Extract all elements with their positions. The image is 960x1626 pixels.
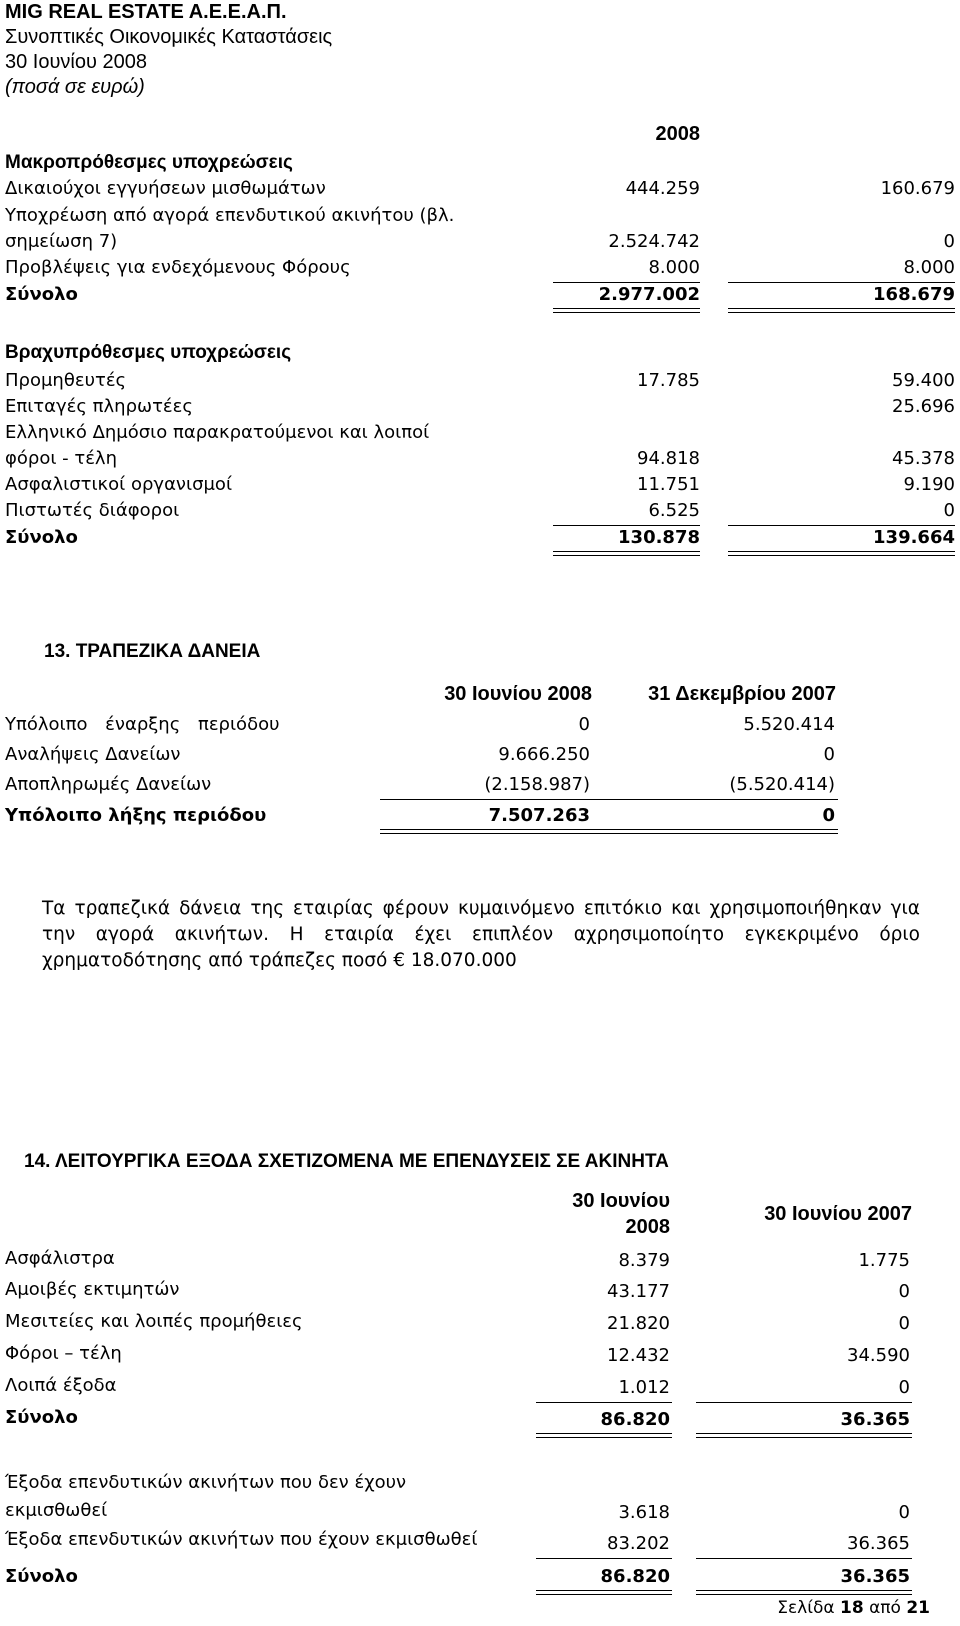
- double-underline: [553, 308, 700, 313]
- divider-line: [536, 1402, 672, 1403]
- divider-line: [536, 1558, 672, 1559]
- divider-line: [553, 525, 700, 526]
- double-underline: [536, 1590, 672, 1595]
- double-underline: [380, 829, 838, 834]
- company-name: MIG REAL ESTATE A.E.E.A.Π.: [5, 1, 287, 23]
- expenses-col1-header: 30 Ιουνίου 2008: [572, 1190, 670, 1238]
- liabilities-col-header: 2008: [655, 123, 700, 145]
- page-number: 18: [840, 1598, 864, 1618]
- document-header: [5, 0, 332, 100]
- loans-col1-header: 30 Ιουνίου 2008: [444, 683, 592, 705]
- divider-line: [380, 799, 838, 800]
- double-underline: [728, 551, 955, 556]
- report-date: 30 Ιουνίου 2008: [5, 51, 147, 73]
- divider-line: [553, 282, 700, 283]
- divider-line: [696, 1402, 912, 1403]
- divider-line: [728, 525, 955, 526]
- divider-line: [696, 1558, 912, 1559]
- double-underline: [553, 551, 700, 556]
- loans-title: 13. ΤΡΑΠΕΖΙΚΑ ΔΑΝΕΙΑ: [44, 641, 261, 662]
- double-underline: [728, 308, 955, 313]
- page-total: 21: [906, 1598, 930, 1618]
- loans-col2-header: 31 Δεκεμβρίου 2007: [648, 683, 836, 705]
- loans-note: Τα τραπεζικά δάνεια της εταιρίας φέρουν κυμαινόμενο επιτόκιο και χρησιμοποιήθηκαν για την αγορά ακινήτων. Η εταιρία έχει επιπλέον αχρησιμοποίητο εγκεκριμένο όριο χρηματοδότησης από τράπεζες ποσό € 18.070.000: [42, 898, 920, 971]
- double-underline: [696, 1590, 912, 1595]
- page-footer: Σελίδα 18 από 21: [777, 1598, 930, 1618]
- double-underline: [696, 1433, 912, 1438]
- expenses-title: 14. ΛΕΙΤΟΥΡΓΙΚΑ ΕΞΟΔΑ ΣΧΕΤΙΖΟΜΕΝΑ ΜΕ ΕΠΕΝΔΥΣΕΙΣ ΣΕ ΑΚΙΝΗΤΑ: [24, 1151, 669, 1172]
- currency-note: (ποσά σε ευρώ): [5, 76, 145, 98]
- expenses-col2-header: 30 Ιουνίου 2007: [764, 1203, 912, 1225]
- double-underline: [536, 1433, 672, 1438]
- report-subtitle: Συνοπτικές Οικονομικές Καταστάσεις: [5, 26, 333, 48]
- short-term-title: Βραχυπρόθεσμες υποχρεώσεις: [5, 342, 292, 363]
- long-term-title: Μακροπρόθεσμες υποχρεώσεις: [5, 152, 293, 173]
- divider-line: [728, 282, 955, 283]
